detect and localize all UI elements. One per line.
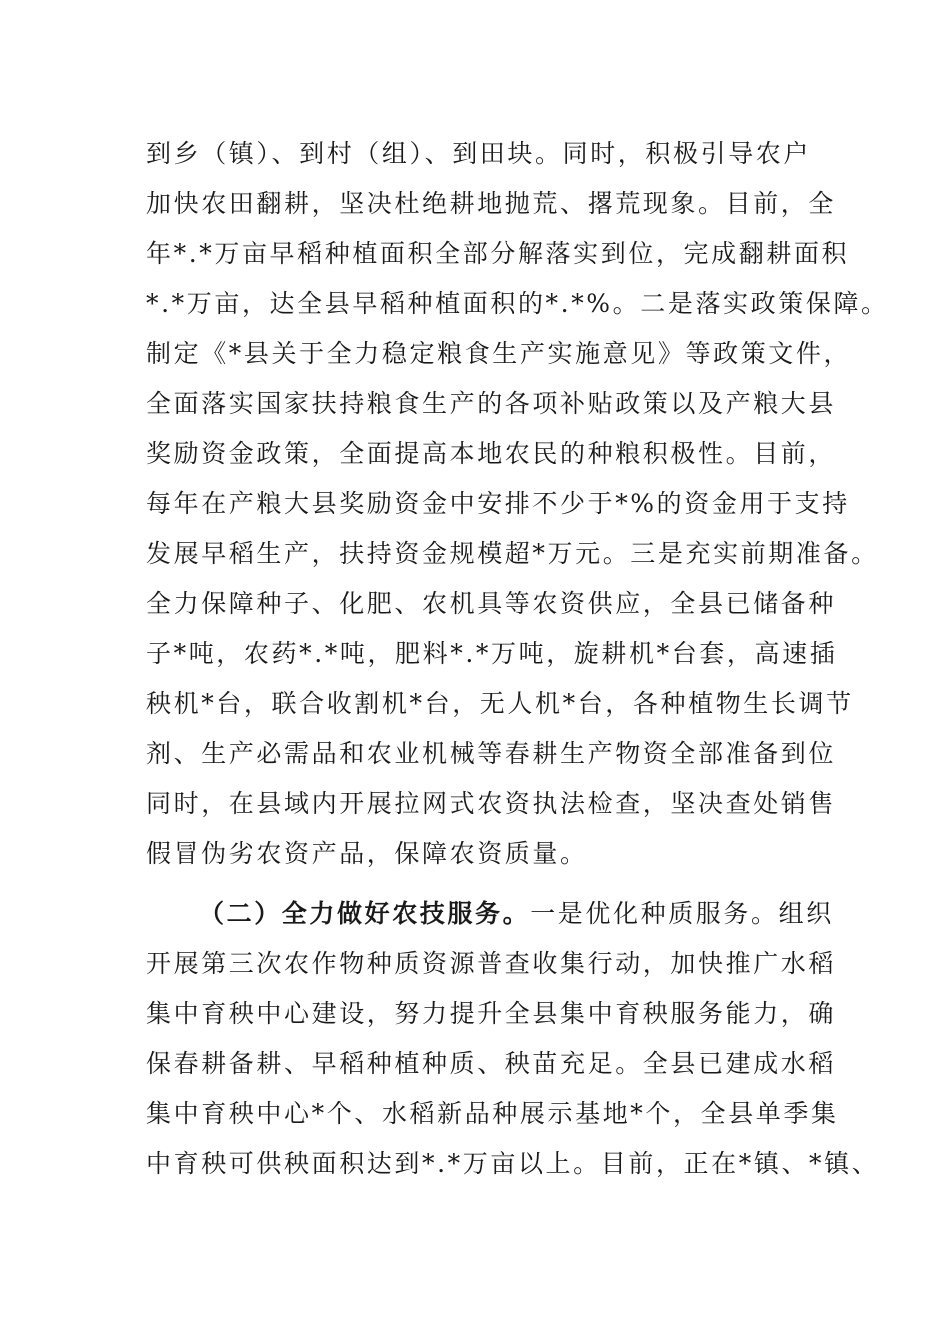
section-heading-line — [199, 894, 834, 934]
paragraph-line: 假冒伪劣农资产品，保障农资质量。 — [146, 839, 588, 868]
paragraph-line: 奖励资金政策，全面提高本地农民的种粮积极性。目前， — [146, 439, 837, 468]
paragraph-line: 秧机*台，联合收割机*台，无人机*台，各种植物生长调节 — [146, 689, 854, 718]
section-heading: （二）全力做好农技服务。 — [199, 899, 531, 928]
paragraph-line: 集中育秧中心建设，努力提升全县集中育秧服务能力，确 — [146, 999, 837, 1028]
paragraph-line: 全面落实国家扶持粮食生产的各项补贴政策以及产粮大县 — [146, 389, 837, 418]
paragraph-line: *.*万亩，达全县早稻种植面积的*.*%。二是落实政策保障。 — [146, 289, 889, 318]
paragraph-line: 集中育秧中心*个、水稻新品种展示基地*个，全县单季集 — [146, 1099, 839, 1128]
paragraph-line: 年*.*万亩早稻种植面积全部分解落实到位，完成翻耕面积 — [146, 239, 850, 268]
paragraph-line: 全力保障种子、化肥、农机具等农资供应，全县已储备种 — [146, 589, 837, 618]
paragraph-line: 保春耕备耕、早稻种植种质、秧苗充足。全县已建成水稻 — [146, 1049, 837, 1078]
paragraph-line: 剂、生产必需品和农业机械等春耕生产物资全部准备到位 — [146, 739, 837, 768]
paragraph-line: 制定《*县关于全力稳定粮食生产实施意见》等政策文件， — [146, 339, 852, 368]
paragraph-line: 开展第三次农作物种质资源普查收集行动，加快推广水稻 — [146, 949, 837, 978]
paragraph-line: 发展早稻生产，扶持资金规模超*万元。三是充实前期准备。 — [146, 539, 879, 568]
paragraph-line: 子*吨，农药*.*吨，肥料*.*万吨，旋耕机*台套，高速插 — [146, 639, 838, 668]
paragraph-line: 同时，在县域内开展拉网式农资执法检查，坚决查处销售 — [146, 789, 837, 818]
paragraph-line: 加快农田翻耕，坚决杜绝耕地抛荒、撂荒现象。目前，全 — [146, 189, 837, 218]
paragraph-line: 中育秧可供秧面积达到*.*万亩以上。目前，正在*镇、*镇、 — [146, 1149, 880, 1178]
section-text: 一是优化种质服务。组织 — [530, 899, 834, 928]
paragraph-line: 每年在产粮大县奖励资金中安排不少于*%的资金用于支持 — [146, 489, 850, 518]
paragraph-line: 到乡（镇）、到村（组）、到田块。同时，积极引导农户 — [146, 139, 812, 168]
